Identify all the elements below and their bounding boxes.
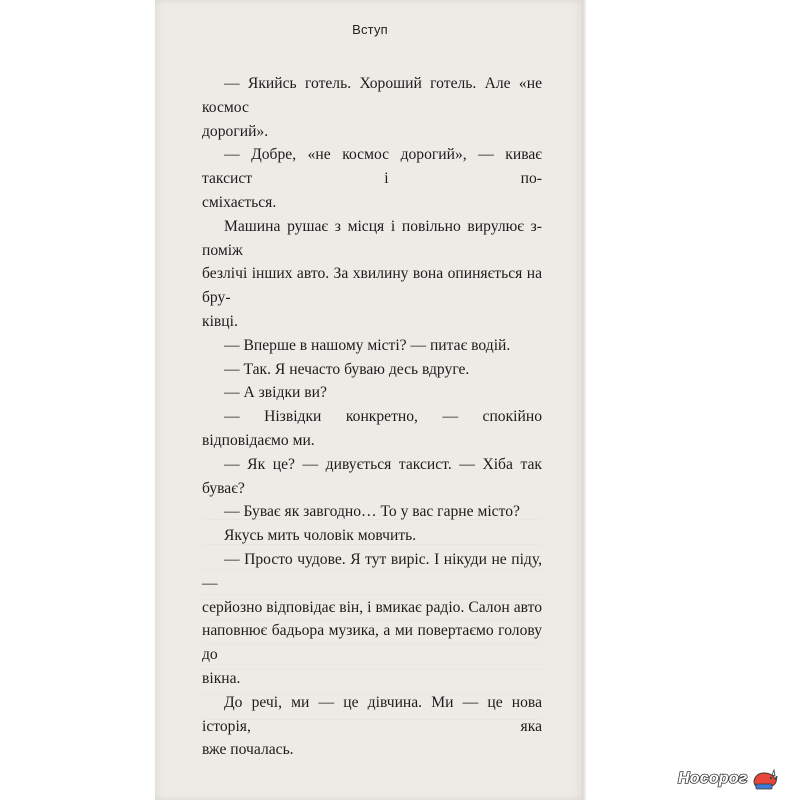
bleed-through-text — [202, 495, 542, 720]
text-line: Якусь мить чоловік мовчить. — [224, 527, 417, 545]
text-line: серйозно відповідає він, і вмикає радіо. Салон авто — [202, 598, 542, 616]
paragraph — [202, 215, 542, 334]
text-line: — Якийсь готель. Хороший готель. Але «не космос — [202, 75, 542, 116]
text-line: — Нізвідки конкретно, — спокійно відповідаємо ми. — [202, 408, 542, 449]
text-line: дорогий». — [202, 122, 269, 140]
text-line: сміхається. — [202, 193, 277, 211]
paragraph — [202, 143, 542, 214]
text-line: вже почалась. — [202, 741, 294, 759]
text-line: Машина рушає з місця і повільно вирулює з-поміж — [202, 217, 542, 259]
text-line: — А звідки ви? — [224, 384, 327, 402]
running-head: Вступ — [352, 22, 388, 37]
paragraph — [202, 405, 542, 453]
paragraph — [202, 72, 542, 143]
text-line: — Буває як завгодно… То у вас гарне місто? — [224, 503, 520, 521]
page-edge — [582, 0, 586, 800]
text-line: — Добре, «не космос дорогий», — киває таксист і по- — [202, 146, 542, 188]
text-line: — Як це? — дивується таксист. — Хіба так буває? — [202, 455, 542, 497]
text-line: — Так. Я нечасто буваю десь вдруге. — [224, 360, 470, 378]
text-line: вікна. — [202, 669, 241, 687]
text-line: наповнює бадьора музика, а ми повертаємо голову до — [202, 622, 542, 664]
text-line: безлічі інших авто. За хвилину вона опиняється на бру- — [202, 265, 542, 307]
rhino-icon — [752, 767, 778, 791]
text-line: — Вперше в нашому місті? — питає водій. — [224, 336, 511, 354]
watermark-text: Носорог — [678, 770, 748, 787]
paragraph — [202, 358, 542, 382]
text-line: До речі, ми — це дівчина. Ми — це нова історія, яка — [202, 693, 542, 735]
paragraph — [202, 381, 542, 405]
paragraph — [202, 453, 542, 501]
text-line: ківці. — [202, 312, 238, 330]
paragraph — [202, 334, 542, 358]
text-line: — Просто чудове. Я тут виріс. І нікуди не піду, — — [202, 550, 542, 592]
watermark-logo — [678, 766, 778, 792]
